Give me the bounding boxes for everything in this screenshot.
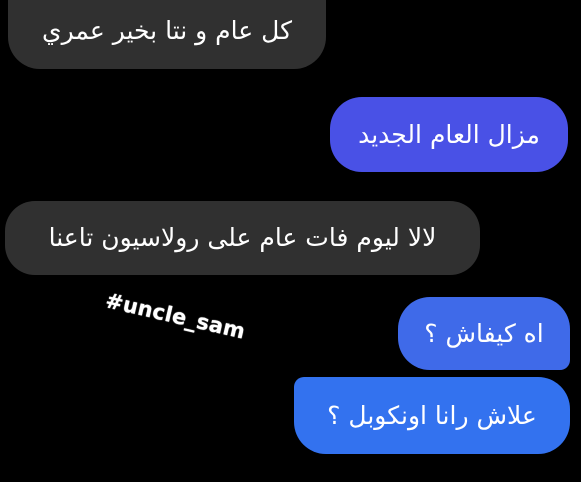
message-bubble-received[interactable] [8, 0, 326, 69]
watermark-text: #uncle_sam [103, 288, 248, 344]
message-bubble-sent[interactable] [398, 297, 570, 370]
message-bubble-received[interactable] [5, 201, 480, 275]
message-text: علاش رانا اونكوبل ؟ [327, 400, 537, 430]
message-text: كل عام و نتا بخير عمري [42, 15, 292, 45]
message-bubble-sent[interactable] [330, 97, 568, 172]
message-text: اه كيفاش ؟ [424, 318, 544, 348]
message-bubble-sent[interactable] [294, 377, 570, 454]
message-text: لالا ليوم فات عام على رولاسيون تاعنا [48, 223, 437, 252]
message-text: مزال العام الجديد [358, 119, 540, 149]
